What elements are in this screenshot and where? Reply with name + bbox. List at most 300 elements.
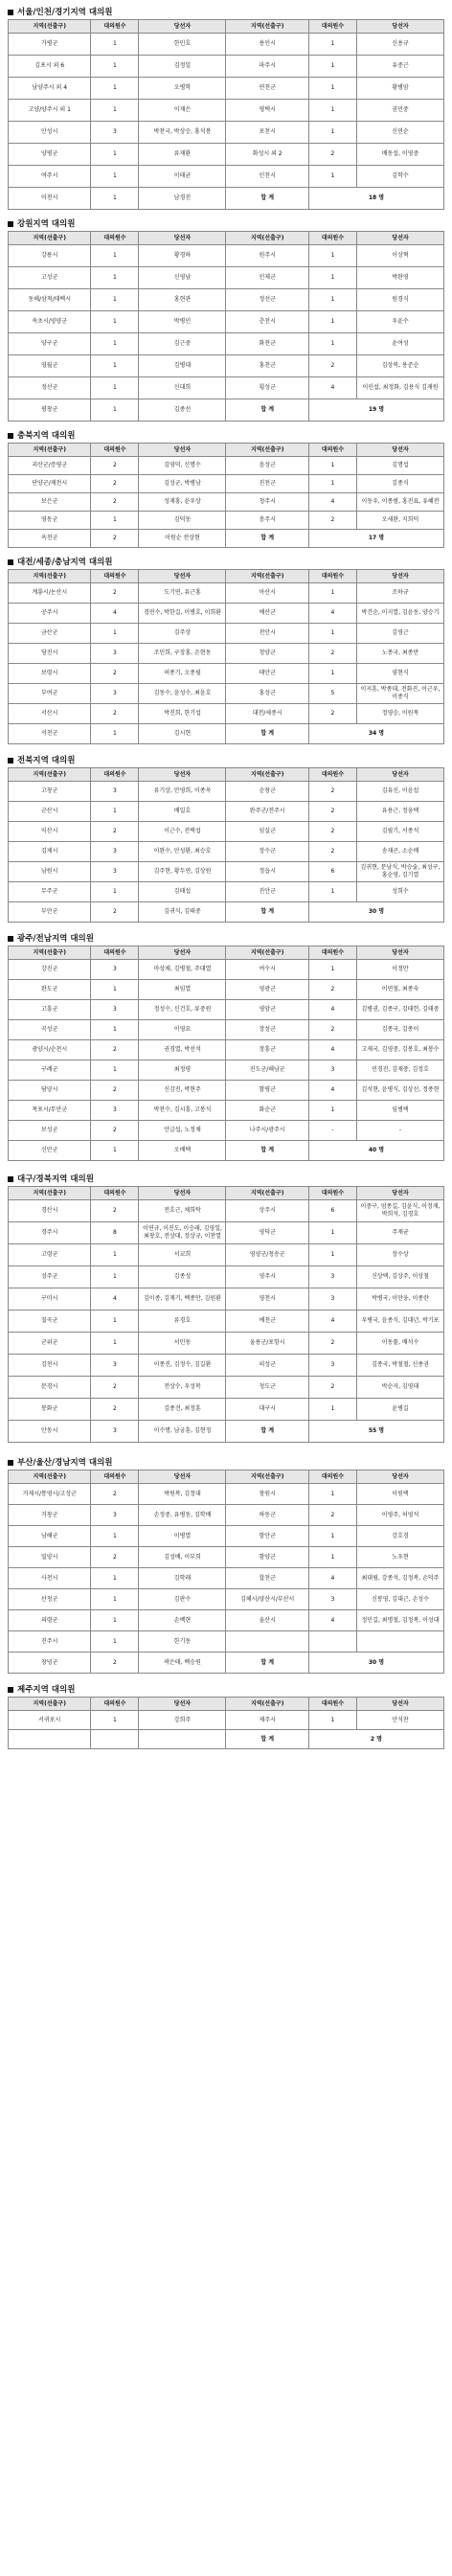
table-row bbox=[9, 1000, 444, 1020]
column-header: 대의원수 bbox=[308, 1698, 356, 1711]
region-cell: 양구군 bbox=[9, 333, 91, 355]
table-row bbox=[9, 399, 444, 422]
winners-cell: 김귀식, 김태중 bbox=[139, 902, 226, 923]
delegate-table bbox=[8, 1186, 444, 1443]
region-cell: 춘천시 bbox=[226, 311, 308, 333]
count-cell: 1 bbox=[91, 1311, 139, 1333]
table-row bbox=[9, 1421, 444, 1443]
column-header: 대의원수 bbox=[308, 1187, 356, 1200]
region-cell: 군위군 bbox=[9, 1333, 91, 1355]
region-cell: 안동시 bbox=[9, 1421, 91, 1443]
region-cell: 안성시 bbox=[9, 122, 91, 144]
bullet-square-icon bbox=[8, 1176, 13, 1182]
winners-cell: 배동섭, 이영중 bbox=[356, 144, 443, 166]
count-cell: 1 bbox=[91, 1568, 139, 1589]
region-cell: 속초시/양양군 bbox=[9, 311, 91, 333]
winners-cell: 손정중, 유병동, 김학배 bbox=[139, 1505, 226, 1526]
delegate-table bbox=[8, 1470, 444, 1674]
table-row bbox=[9, 78, 444, 100]
column-header: 당선자 bbox=[356, 232, 443, 245]
column-header: 대의원수 bbox=[308, 444, 356, 457]
winners-cell: 서민동 bbox=[139, 1333, 226, 1355]
winners-cell: 김석현, 윤병식, 김상선, 정종현 bbox=[356, 1081, 443, 1101]
region-cell: 합천군 bbox=[226, 1568, 308, 1589]
region-cell: 진안군 bbox=[226, 882, 308, 902]
region-cell: 신안군 bbox=[9, 1141, 91, 1161]
table-row bbox=[9, 1505, 444, 1526]
count-cell: 1 bbox=[91, 1020, 139, 1040]
column-header: 지역(선출구) bbox=[226, 1698, 308, 1711]
table-row bbox=[9, 1631, 444, 1653]
column-header: 당선자 bbox=[139, 1187, 226, 1200]
count-cell: 1 bbox=[91, 1631, 139, 1653]
table-row bbox=[9, 1101, 444, 1121]
table-row bbox=[9, 1288, 444, 1311]
column-header: 지역(선출구) bbox=[226, 1187, 308, 1200]
table-row bbox=[9, 882, 444, 902]
winners-cell: 유중근 bbox=[356, 56, 443, 78]
region-cell: 창원시 bbox=[226, 1484, 308, 1505]
region-cell: 남원시 bbox=[9, 862, 91, 882]
table-row bbox=[9, 1081, 444, 1101]
delegate-table bbox=[8, 443, 444, 548]
region-cell: 사천시 bbox=[9, 1568, 91, 1589]
region-cell: 김천시 bbox=[9, 1355, 91, 1377]
winners-cell: 강희주 bbox=[139, 1711, 226, 1730]
count-cell: 1 bbox=[308, 664, 356, 684]
region-cell: 여주시 bbox=[9, 166, 91, 188]
winners-cell: 김주현, 황두연, 김상원 bbox=[139, 862, 226, 882]
winners-cell bbox=[139, 1730, 226, 1749]
count-cell: 1 bbox=[308, 624, 356, 644]
winners-cell: 류기상, 안영희, 이종옥 bbox=[139, 782, 226, 802]
region-cell: 장흥군 bbox=[226, 1040, 308, 1060]
table-row bbox=[9, 822, 444, 842]
count-cell: 3 bbox=[91, 782, 139, 802]
region-cell: 영덕군 bbox=[226, 1222, 308, 1244]
winners-cell: 이원택 bbox=[356, 1484, 443, 1505]
count-cell: 3 bbox=[308, 1355, 356, 1377]
region-cell: 보성군 bbox=[9, 1121, 91, 1141]
region-cell: 단양군/제천시 bbox=[9, 475, 91, 493]
total-count-cell: 34 명 bbox=[308, 724, 443, 744]
winners-cell: 이원순 전상현 bbox=[139, 530, 226, 548]
winners-cell: 성희수 bbox=[356, 882, 443, 902]
count-cell: 1 bbox=[91, 188, 139, 210]
table-row bbox=[9, 355, 444, 377]
winners-cell: 전상수, 우성복 bbox=[139, 1377, 226, 1399]
winners-cell: 손백현 bbox=[139, 1610, 226, 1631]
winners-cell: 윤여성 bbox=[356, 333, 443, 355]
region-cell: 충주시 bbox=[226, 512, 308, 530]
table-header-row bbox=[9, 444, 444, 457]
column-header: 대의원수 bbox=[308, 20, 356, 34]
region-cell: 영암군 bbox=[226, 1000, 308, 1020]
delegate-table bbox=[8, 231, 444, 422]
count-cell: 1 bbox=[91, 1244, 139, 1266]
table-header-row bbox=[9, 1698, 444, 1711]
count-cell: 1 bbox=[91, 1060, 139, 1081]
region-cell: 울산시 bbox=[226, 1610, 308, 1631]
region-cell: 진도군/해남군 bbox=[226, 1060, 308, 1081]
region-cell: 아산시 bbox=[226, 583, 308, 604]
bullet-square-icon bbox=[8, 10, 13, 15]
region-cell: 장성군 bbox=[226, 1020, 308, 1040]
winners-cell: 김동수, 윤성수, 최윤호 bbox=[139, 684, 226, 704]
count-cell: 1 bbox=[308, 311, 356, 333]
winners-cell: 김명섭 bbox=[356, 457, 443, 475]
count-cell: 4 bbox=[91, 604, 139, 624]
count-cell: 1 bbox=[91, 1526, 139, 1547]
region-cell: 무주군 bbox=[9, 882, 91, 902]
count-cell: 2 bbox=[91, 1040, 139, 1060]
region-cell: 용인시 bbox=[226, 34, 308, 56]
count-cell: 1 bbox=[91, 245, 139, 267]
count-cell: 1 bbox=[308, 1399, 356, 1421]
count-cell: 3 bbox=[308, 1060, 356, 1081]
winners-cell: 신영남 bbox=[139, 267, 226, 289]
winners-cell: 이재은 bbox=[139, 100, 226, 122]
count-cell: 1 bbox=[91, 980, 139, 1000]
bullet-square-icon bbox=[8, 1687, 13, 1693]
count-cell: 2 bbox=[308, 782, 356, 802]
total-label-cell: 합 계 bbox=[226, 399, 308, 422]
count-cell: 2 bbox=[91, 902, 139, 923]
region-cell: 화성시 외 2 bbox=[226, 144, 308, 166]
count-cell: 4 bbox=[308, 1311, 356, 1333]
table-row bbox=[9, 1060, 444, 1081]
column-header: 지역(선출구) bbox=[226, 570, 308, 583]
count-cell: 1 bbox=[91, 377, 139, 399]
count-cell: 2 bbox=[308, 704, 356, 724]
count-cell bbox=[91, 1730, 139, 1749]
region-cell: 서귀포시 bbox=[9, 1711, 91, 1730]
winners-cell: 이동률, 배석수 bbox=[356, 1333, 443, 1355]
bullet-square-icon bbox=[8, 758, 13, 764]
region-cell: 밀양시 bbox=[9, 1547, 91, 1568]
winners-cell: 김귀현, 문남식, 박승술, 최성구, 홍순영, 김기열 bbox=[356, 862, 443, 882]
section-title-text: 충북지역 대의원 bbox=[17, 431, 76, 441]
count-cell: 2 bbox=[91, 1121, 139, 1141]
winners-cell: 고재국, 김영중, 김봉호, 최봉수 bbox=[356, 1040, 443, 1060]
section-title-text: 광주/전남지역 대의원 bbox=[17, 934, 94, 944]
count-cell: 2 bbox=[308, 355, 356, 377]
table-header-row bbox=[9, 570, 444, 583]
column-header: 지역(선출구) bbox=[9, 1470, 91, 1484]
count-cell: 2 bbox=[308, 980, 356, 1000]
region-cell: 남해군 bbox=[9, 1526, 91, 1547]
region-cell: 봉화군 bbox=[9, 1399, 91, 1421]
table-row bbox=[9, 724, 444, 744]
count-cell: 1 bbox=[91, 355, 139, 377]
winners-cell: 전호근, 채희탁 bbox=[139, 1200, 226, 1222]
count-cell: 3 bbox=[91, 1505, 139, 1526]
count-cell: 4 bbox=[91, 1288, 139, 1311]
region-cell: 고양/양주시 외 1 bbox=[9, 100, 91, 122]
delegate-table bbox=[8, 1697, 444, 1749]
count-cell: 3 bbox=[91, 1101, 139, 1121]
count-cell: 1 bbox=[91, 802, 139, 822]
bullet-square-icon bbox=[8, 559, 13, 565]
region-cell: 당진시 bbox=[9, 644, 91, 664]
total-count-cell: 18 명 bbox=[308, 188, 443, 210]
winners-cell: 임병택 bbox=[356, 1101, 443, 1121]
count-cell: 2 bbox=[91, 457, 139, 475]
count-cell: 3 bbox=[91, 1421, 139, 1443]
table-row bbox=[9, 1711, 444, 1730]
region-cell: 창녕군 bbox=[9, 1653, 91, 1674]
winners-cell: 민경진, 김재중, 김정호 bbox=[356, 1060, 443, 1081]
winners-cell: 김종견, 최정훈 bbox=[139, 1399, 226, 1421]
total-label-cell: 합 계 bbox=[226, 1730, 308, 1749]
winners-cell: 노우현 bbox=[356, 1547, 443, 1568]
winners-cell: 권경열, 박선석 bbox=[139, 1040, 226, 1060]
region-cell: 정선군 bbox=[226, 289, 308, 311]
region-cell: 청주시 bbox=[226, 493, 308, 512]
winners-cell: 조민희, 구장홍, 손현동 bbox=[139, 644, 226, 664]
table-row bbox=[9, 1311, 444, 1333]
winners-cell: 황경하 bbox=[139, 245, 226, 267]
winners-cell: 신대희 bbox=[139, 377, 226, 399]
count-cell: 2 bbox=[91, 493, 139, 512]
winners-cell: 박병국, 이만웅, 이종란 bbox=[356, 1288, 443, 1311]
region-cell: 강릉시 bbox=[9, 245, 91, 267]
winners-cell: 남경진 bbox=[139, 188, 226, 210]
count-cell: 3 bbox=[91, 1355, 139, 1377]
region-cell: 영광군 bbox=[226, 980, 308, 1000]
winners-cell: 김종국, 김종이 bbox=[356, 1020, 443, 1040]
count-cell: 1 bbox=[308, 1526, 356, 1547]
table-row bbox=[9, 1526, 444, 1547]
winners-cell: 장수상 bbox=[356, 1244, 443, 1266]
column-header: 당선자 bbox=[139, 570, 226, 583]
winners-cell: 송재곤, 소순배 bbox=[356, 842, 443, 862]
region-cell: 장수군 bbox=[226, 842, 308, 862]
section-title-text: 전북지역 대의원 bbox=[17, 756, 76, 765]
region-cell: 거창군 bbox=[9, 1505, 91, 1526]
winners-cell: 윤병길 bbox=[356, 1399, 443, 1421]
count-cell: 1 bbox=[91, 512, 139, 530]
section-title bbox=[8, 1173, 444, 1186]
total-count-cell: 19 명 bbox=[308, 399, 443, 422]
region-cell: 고령군 bbox=[9, 1244, 91, 1266]
region-cell: 군산시 bbox=[9, 802, 91, 822]
region-cell: 인천시 bbox=[226, 166, 308, 188]
winners-cell: 마상채, 김병철, 주대열 bbox=[139, 960, 226, 980]
column-header: 지역(선출구) bbox=[226, 20, 308, 34]
count-cell: 4 bbox=[308, 1000, 356, 1020]
winners-cell: 김병권, 김종구, 김태헌, 김태중 bbox=[356, 1000, 443, 1020]
table-row bbox=[9, 862, 444, 882]
count-cell: 1 bbox=[308, 100, 356, 122]
total-label-cell: 합 계 bbox=[226, 1653, 308, 1674]
region-cell: 산청군 bbox=[9, 1589, 91, 1610]
region-cell: 성주군 bbox=[9, 1266, 91, 1288]
column-header: 지역(선출구) bbox=[9, 1698, 91, 1711]
count-cell: 1 bbox=[308, 34, 356, 56]
count-cell: 2 bbox=[91, 822, 139, 842]
region-cell: 경주시 bbox=[9, 1222, 91, 1244]
winners-cell: 안석찬 bbox=[356, 1711, 443, 1730]
column-header: 지역(선출구) bbox=[9, 570, 91, 583]
winners-cell: 신연순 bbox=[356, 122, 443, 144]
winners-cell: 김종선 bbox=[139, 399, 226, 422]
count-cell: 1 bbox=[91, 1266, 139, 1288]
count-cell: 3 bbox=[91, 1000, 139, 1020]
winners-cell: 주재균 bbox=[356, 1222, 443, 1244]
winners-cell: 성재홍, 윤우상 bbox=[139, 493, 226, 512]
column-header: 지역(선출구) bbox=[9, 444, 91, 457]
winners-cell: 이동우, 이종범, 홍진표, 유혜전 bbox=[356, 493, 443, 512]
region-cell: 담양시 bbox=[9, 1081, 91, 1101]
count-cell: 1 bbox=[308, 267, 356, 289]
column-header: 지역(선출구) bbox=[9, 768, 91, 782]
column-header: 대의원수 bbox=[308, 1470, 356, 1484]
delegate-table bbox=[8, 569, 444, 744]
region-cell bbox=[226, 1631, 308, 1653]
region-cell: 태안군 bbox=[226, 664, 308, 684]
region-cell: 함평군 bbox=[226, 1081, 308, 1101]
region-cell: 양평군 bbox=[9, 144, 91, 166]
region-cell: 하동군 bbox=[226, 1505, 308, 1526]
table-row bbox=[9, 802, 444, 822]
count-cell: 2 bbox=[91, 664, 139, 684]
winners-cell: 도기연, 유근홍 bbox=[139, 583, 226, 604]
region-cell: 구례군 bbox=[9, 1060, 91, 1081]
column-header: 대의원수 bbox=[308, 232, 356, 245]
winners-cell: 신봉영, 김대근, 손성수 bbox=[356, 1589, 443, 1610]
column-header: 당선자 bbox=[356, 20, 443, 34]
winners-cell: 김종국, 박철철, 신종권 bbox=[356, 1355, 443, 1377]
total-count-cell: 2 명 bbox=[308, 1730, 443, 1749]
count-cell: 1 bbox=[91, 1141, 139, 1161]
region-section bbox=[0, 6, 452, 210]
section-title-text: 서울/인천/경기지역 대의원 bbox=[17, 8, 113, 17]
count-cell: 2 bbox=[91, 1653, 139, 1674]
count-cell: 2 bbox=[308, 644, 356, 664]
column-header: 대의원수 bbox=[308, 570, 356, 583]
table-row bbox=[9, 1547, 444, 1568]
table-row bbox=[9, 664, 444, 684]
table-row bbox=[9, 684, 444, 704]
table-row bbox=[9, 1355, 444, 1377]
total-count-cell: 55 명 bbox=[308, 1421, 443, 1443]
table-row bbox=[9, 1610, 444, 1631]
table-row bbox=[9, 1568, 444, 1589]
table-row bbox=[9, 1121, 444, 1141]
count-cell: 1 bbox=[91, 34, 139, 56]
winners-cell: 신상택, 김상주, 이상철 bbox=[356, 1266, 443, 1288]
winners-cell: 이태균 bbox=[139, 166, 226, 188]
count-cell: 1 bbox=[308, 583, 356, 604]
winners-cell: 우윤수 bbox=[356, 311, 443, 333]
region-cell: 인제군 bbox=[226, 267, 308, 289]
table-row bbox=[9, 583, 444, 604]
winners-cell: 이근수, 전택섭 bbox=[139, 822, 226, 842]
column-header: 대의원수 bbox=[91, 1698, 139, 1711]
region-cell: 진천군 bbox=[226, 475, 308, 493]
region-cell: 서산시 bbox=[9, 704, 91, 724]
column-header: 대의원수 bbox=[91, 232, 139, 245]
winners-cell: 곽은태, 백승원 bbox=[139, 1653, 226, 1674]
region-cell: 울릉군/포항시 bbox=[226, 1333, 308, 1355]
region-cell: 상주시 bbox=[226, 1200, 308, 1222]
region-cell: 예산군 bbox=[226, 604, 308, 624]
table-row bbox=[9, 311, 444, 333]
column-header: 대의원수 bbox=[91, 444, 139, 457]
winners-cell: 박순자, 김영대 bbox=[356, 1377, 443, 1399]
winners-cell: 한기동 bbox=[139, 1631, 226, 1653]
winners-cell: 김성군, 박병남 bbox=[139, 475, 226, 493]
table-row bbox=[9, 493, 444, 512]
region-cell: 청양군 bbox=[226, 644, 308, 664]
region-cell: 김제시 bbox=[9, 842, 91, 862]
column-header: 당선자 bbox=[139, 20, 226, 34]
count-cell: 1 bbox=[308, 1547, 356, 1568]
count-cell: 8 bbox=[91, 1222, 139, 1244]
delegate-table bbox=[8, 19, 444, 210]
region-cell: 가평군 bbox=[9, 34, 91, 56]
column-header: 당선자 bbox=[356, 1698, 443, 1711]
winners-cell: 염현식 bbox=[356, 664, 443, 684]
column-header: 지역(선출구) bbox=[9, 946, 91, 960]
column-header: 대의원수 bbox=[308, 768, 356, 782]
region-cell: 강진군 bbox=[9, 960, 91, 980]
count-cell: 1 bbox=[91, 166, 139, 188]
count-cell: 2 bbox=[308, 144, 356, 166]
winners-cell: 권민중 bbox=[356, 100, 443, 122]
region-section bbox=[0, 1456, 452, 1674]
total-count-cell: 30 명 bbox=[308, 1653, 443, 1674]
winners-cell: 김학래 bbox=[139, 1568, 226, 1589]
section-title bbox=[8, 754, 444, 767]
column-header: 지역(선출구) bbox=[226, 1470, 308, 1484]
page-root bbox=[0, 6, 452, 1749]
winners-cell: 김시현 bbox=[139, 724, 226, 744]
region-cell: 목포시/무안군 bbox=[9, 1101, 91, 1121]
region-cell: 이천시 bbox=[9, 188, 91, 210]
table-row bbox=[9, 1589, 444, 1610]
count-cell: 3 bbox=[91, 644, 139, 664]
table-row bbox=[9, 842, 444, 862]
winners-cell: 박진희, 한기섭 bbox=[139, 704, 226, 724]
table-row bbox=[9, 902, 444, 923]
region-cell: 평택시 bbox=[226, 100, 308, 122]
count-cell: 6 bbox=[308, 862, 356, 882]
winners-cell: 김성배, 이부희 bbox=[139, 1547, 226, 1568]
count-cell: 4 bbox=[308, 1610, 356, 1631]
count-cell: 2 bbox=[91, 530, 139, 548]
count-cell: 2 bbox=[91, 1547, 139, 1568]
count-cell bbox=[308, 1631, 356, 1653]
count-cell: 2 bbox=[308, 1505, 356, 1526]
winners-cell: 이병열 bbox=[139, 1526, 226, 1547]
column-header: 지역(선출구) bbox=[9, 232, 91, 245]
table-row bbox=[9, 1484, 444, 1505]
winners-cell: 이상혁 bbox=[356, 245, 443, 267]
region-cell: 파주시 bbox=[226, 56, 308, 78]
region-cell: 홍성군 bbox=[226, 684, 308, 704]
region-cell: 광양시/순천시 bbox=[9, 1040, 91, 1060]
region-cell: 경산시 bbox=[9, 1200, 91, 1222]
region-cell: 완도군 bbox=[9, 980, 91, 1000]
count-cell: 1 bbox=[308, 1101, 356, 1121]
region-cell: 영동군 bbox=[9, 512, 91, 530]
region-cell: 문경시 bbox=[9, 1377, 91, 1399]
table-row bbox=[9, 188, 444, 210]
region-cell: 화순군 bbox=[226, 1101, 308, 1121]
count-cell: 2 bbox=[91, 475, 139, 493]
